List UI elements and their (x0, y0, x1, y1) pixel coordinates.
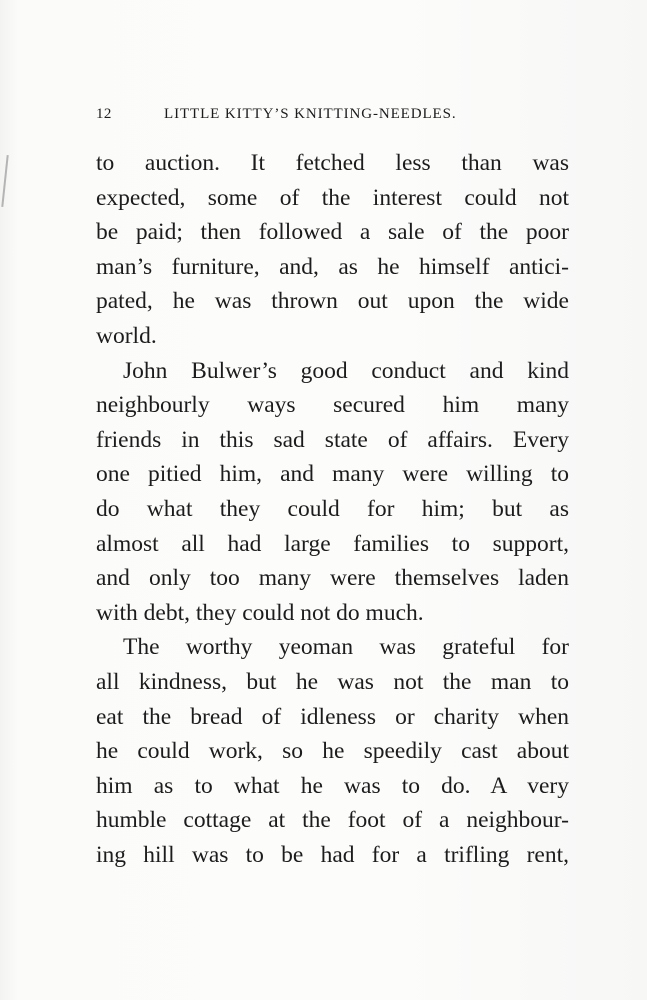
text-line: with debt, they could not do much. (96, 599, 424, 626)
text-line: friends in this sad state of affairs. Every (96, 426, 569, 453)
text-line: The worthy yeoman was grateful for (123, 634, 569, 661)
text-line: neighbourly ways secured him many (96, 392, 569, 419)
text-line: do what they could for him; but as (96, 495, 569, 522)
text-line: be paid; then followed a sale of the poor (96, 219, 569, 246)
text-line: almost all had large families to support, (96, 530, 569, 557)
text-line: ing hill was to be had for a trifling rent, (96, 841, 569, 868)
body-text (96, 146, 569, 872)
text-line: one pitied him, and many were willing to (96, 461, 569, 488)
text-line: world. (96, 322, 157, 349)
text-line: and only too many were themselves laden (96, 565, 569, 592)
running-title: LITTLE KITTY’S KNITTING-NEEDLES. (164, 106, 457, 122)
page-header (96, 106, 570, 128)
text-line: humble cottage at the foot of a neighbour- (96, 807, 569, 834)
text-line: he could work, so he speedily cast about (96, 738, 569, 765)
text-line: man’s furniture, and, as he himself antici- (96, 253, 569, 280)
text-line: to auction. It fetched less than was (96, 150, 569, 176)
margin-mark (1, 155, 8, 207)
text-line: expected, some of the interest could not (96, 184, 569, 211)
text-line: eat the bread of idleness or charity when (96, 703, 569, 730)
page-number: 12 (96, 106, 112, 122)
text-line: pated, he was thrown out upon the wide (96, 288, 569, 315)
text-line: him as to what he was to do. A very (96, 772, 569, 799)
text-line: all kindness, but he was not the man to (96, 668, 569, 695)
text-line: John Bulwer’s good conduct and kind (123, 357, 569, 384)
